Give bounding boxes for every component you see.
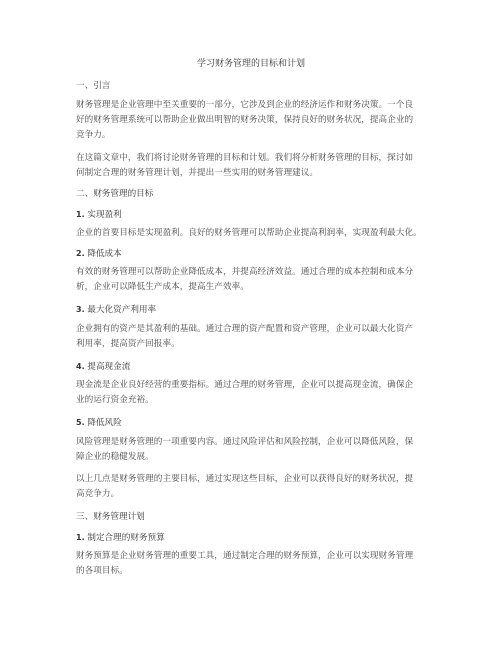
section-heading-introduction: 一、引言 [76, 81, 111, 91]
plan-1-title: 制定合理的财务预算 [87, 533, 165, 543]
goal-4-text: 现金流是企业良好经营的重要指标。通过合理的财务管理，企业可以提高现金流，确保企 业的运行资金充裕。 [76, 380, 414, 405]
goal-5-text: 风险管理是财务管理的一项重要内容。通过风险评估和风险控制，企业可以降低风险，保 障企业的稳健发展。 [76, 437, 414, 462]
goal-3-title: 最大化资产利用率 [87, 305, 157, 315]
plan-1-number: 1. [76, 533, 85, 542]
goal-5-number: 5. [76, 418, 85, 427]
section-heading-plan: 三、财务管理计划 [76, 512, 145, 522]
goal-2-title: 降低成本 [87, 249, 122, 259]
goal-1-title: 实现盈利 [87, 210, 122, 220]
plan-1-heading [76, 530, 165, 546]
goal-5-title: 降低风险 [87, 418, 122, 428]
goal-4-title: 提高现金流 [87, 362, 131, 372]
section-heading-goals: 二、财务管理的目标 [76, 189, 154, 199]
goal-4-number: 4. [76, 362, 85, 371]
intro-paragraph-1: 财务管理是企业管理中至关重要的一部分，它涉及到企业的经济运作和财务决策。一个良 好的财务管理系统可以帮助企业做出明智的财务决策，保持良好的财务状况，提高企业的 竞争力。 [76, 100, 414, 140]
goal-1-heading [76, 207, 122, 223]
goal-3-number: 3. [76, 305, 85, 314]
goal-4-heading [76, 359, 130, 375]
goal-5-heading [76, 415, 122, 431]
goal-3-text: 企业拥有的资产是其盈利的基础。通过合理的资产配置和资产管理，企业可以最大化资产 利用率，提高资产回报率。 [76, 324, 414, 349]
goals-summary: 以上几点是财务管理的主要目标，通过实现这些目标，企业可以获得良好的财务状况，提 高竞争力。 [76, 474, 414, 499]
plan-1-text: 财务预算是企业财务管理的重要工具，通过制定合理的财务预算，企业可以实现财务管理 的各项目标。 [76, 551, 414, 576]
goal-1-text: 企业的首要目标是实现盈利。良好的财务管理可以帮助企业提高利润率，实现盈利最大化。 [76, 228, 422, 238]
goal-2-number: 2. [76, 249, 85, 258]
goal-2-heading [76, 246, 122, 262]
goal-3-heading [76, 302, 156, 318]
intro-paragraph-2: 在这篇文章中，我们将讨论财务管理的目标和计划。我们将分析财务管理的目标，探讨如 何制定合理的财务管理计划，并提出一些实用的财务管理建议。 [76, 153, 414, 178]
goal-1-number: 1. [76, 210, 85, 219]
document-title: 学习财务管理的目标和计划 [196, 59, 305, 69]
goal-2-text: 有效的财务管理可以帮助企业降低成本，并提高经济效益。通过合理的成本控制和成本分 析，企业可以降低生产成本，提高生产效率。 [76, 267, 414, 292]
